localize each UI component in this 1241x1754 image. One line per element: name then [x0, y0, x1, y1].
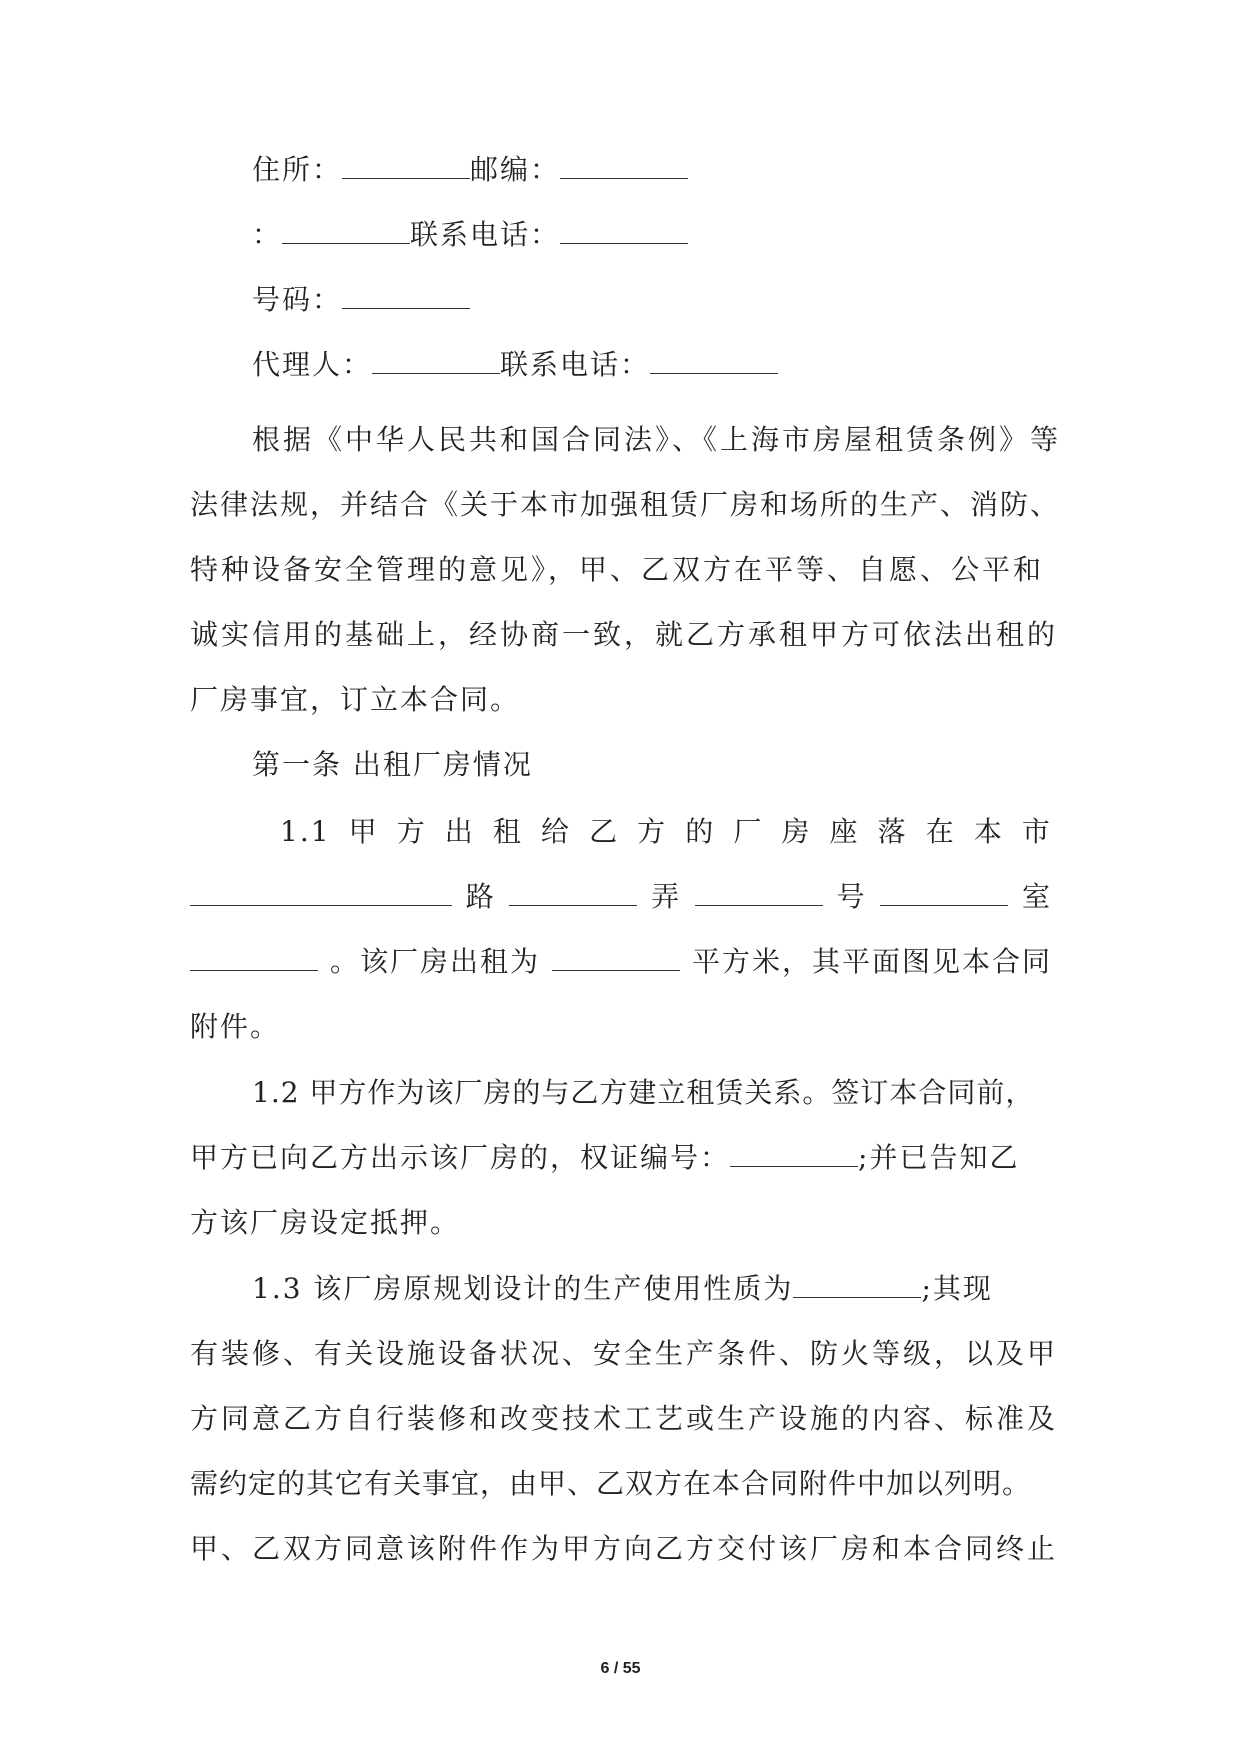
- address-line: 住所： 邮编：: [252, 150, 688, 190]
- clause-1-3-line1: 1.3 该厂房原规划设计的生产使用性质为 ;其现: [252, 1269, 993, 1309]
- paragraph-line: 根据《中华人民共和国合同法》、《上海市房屋租赁条例》等: [252, 423, 1062, 456]
- street-blank: [190, 877, 452, 906]
- clause-1-3-line: 需约定的其它有关事宜，由甲、乙双方在本合同附件中加以列明。: [190, 1467, 1032, 1500]
- clause-1-2-line2: 甲方已向乙方出示该厂房的，权证编号： ;并已告知乙: [190, 1138, 1019, 1178]
- paragraph-line: 法律法规，并结合《关于本市加强租赁厂房和场所的生产、消防、: [190, 488, 1061, 521]
- paragraph-line: 特种设备安全管理的意见》，甲、乙双方在平等、自愿、公平和: [190, 553, 1045, 586]
- clause-1-3-line: 有装修、有关设施设备状况、安全生产条件、防火等级，以及甲: [190, 1337, 1059, 1370]
- clause-1-2-line3: 方该厂房设定抵押。: [190, 1206, 461, 1239]
- usage-blank: [793, 1269, 921, 1298]
- clause-1-3-line: 方同意乙方自行装修和改变技术工艺或生产设施的内容、标准及: [190, 1402, 1059, 1435]
- paragraph-line: 厂房事宜，订立本合同。: [190, 683, 521, 716]
- contact-line: ： 联系电话：: [252, 215, 688, 255]
- lane-blank: [695, 877, 823, 906]
- road-blank: [509, 877, 637, 906]
- blank-field: [282, 215, 410, 244]
- address-blank: [342, 150, 470, 179]
- area-blank: [552, 942, 680, 971]
- agent-blank: [372, 345, 500, 374]
- clause-1-1-line2: 路 弄 号 室: [190, 877, 1052, 917]
- clause-1-3-line: 甲、乙双方同意该附件作为甲方向乙方交付该厂房和本合同终止: [190, 1532, 1059, 1565]
- clause-1-2-line1: 1.2 甲方作为该厂房的与乙方建立租赁关系。签订本合同前，: [252, 1076, 1035, 1109]
- certificate-blank: [730, 1138, 858, 1167]
- clause-1-1-line4: 附件。: [190, 1010, 281, 1043]
- page-number: 6 / 55: [600, 1660, 641, 1677]
- agent-line: 代理人： 联系电话：: [252, 345, 778, 385]
- number-blank: [342, 280, 470, 309]
- paragraph-line: 诚实信用的基础上，经协商一致，就乙方承租甲方可依法出租的: [190, 618, 1059, 651]
- phone-blank: [560, 215, 688, 244]
- room-blank: [190, 942, 318, 971]
- article-title: 第一条 出租厂房情况: [252, 748, 533, 781]
- agent-phone-blank: [650, 345, 778, 374]
- number-line: 号码：: [252, 280, 470, 320]
- number-blank: [880, 877, 1008, 906]
- postcode-blank: [560, 150, 688, 179]
- clause-1-1-line1: 1.1 甲 方 出 租 给 乙 方 的 厂 房 座 落 在 本 市: [280, 815, 1052, 848]
- clause-1-1-line3: 。该厂房出租为 平方米，其平面图见本合同: [190, 942, 1052, 982]
